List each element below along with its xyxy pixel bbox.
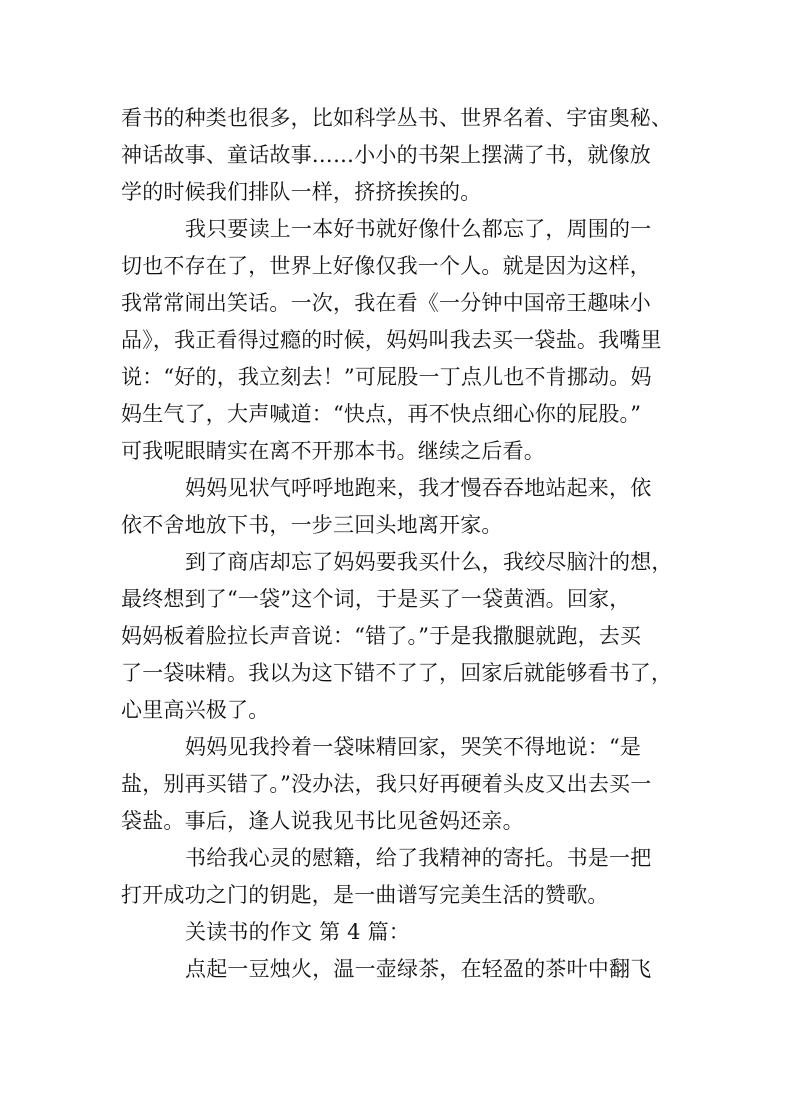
text-line: 可我呢眼睛实在离不开那本书。继续之后看。 <box>121 439 545 463</box>
paragraph-start-line: 点起一豆烛火，温一壶绿茶，在轻盈的茶叶中翻飞 <box>185 957 652 981</box>
paragraph-start-line: 我只要读上一本好书就好像什么都忘了，周围的一 <box>185 217 652 241</box>
text-line: 神话故事、童话故事……小小的书架上摆满了书，就像放 <box>121 143 651 167</box>
text-line: 说：“好的，我立刻去！”可屁股一丁点儿也不肯挪动。妈 <box>121 365 652 389</box>
text-line: 妈生气了，大声喊道：“快点，再不快点细心你的屁股。” <box>121 402 642 426</box>
text-line: 学的时候我们排队一样，挤挤挨挨的。 <box>121 180 482 204</box>
text-line: 盐，别再买错了。”没办法，我只好再硬着头皮又出去买一 <box>121 772 652 796</box>
text-line: 妈妈板着脸拉长声音说：“错了。”于是我撒腿就跑，去买 <box>121 624 642 648</box>
text-line: 依不舍地放下书，一步三回头地离开家。 <box>121 513 503 537</box>
text-line: 品》，我正看得过瘾的时候，妈妈叫我去买一袋盐。我嘴里 <box>121 328 662 352</box>
paragraph-start-line: 妈妈见状气呼呼地跑来，我才慢吞吞地站起来，依 <box>185 476 652 500</box>
text-line: 袋盐。事后，逢人说我见书比见爸妈还亲。 <box>121 809 524 833</box>
text-line: 最终想到了“一袋”这个词，于是买了一袋黄酒。回家， <box>121 587 631 611</box>
text-line: 心里高兴极了。 <box>121 698 270 722</box>
section-heading: 关读书的作文 第 4 篇： <box>185 920 410 944</box>
paragraph-start-line: 书给我心灵的慰籍，给了我精神的寄托。书是一把 <box>185 846 652 870</box>
text-line: 看书的种类也很多，比如科学丛书、世界名着、宇宙奥秘、 <box>121 106 673 130</box>
paragraph-start-line: 到了商店却忘了妈妈要我买什么，我绞尽脑汁的想， <box>185 550 673 574</box>
text-line: 打开成功之门的钥匙，是一曲谱写完美生活的赞歌。 <box>121 883 609 907</box>
paragraph-start-line: 妈妈见我拎着一袋味精回家，哭笑不得地说：“是 <box>185 735 642 759</box>
text-line: 我常常闹出笑话。一次，我在看《一分钟中国帝王趣味小 <box>121 291 651 315</box>
essay-body <box>121 100 673 988</box>
text-line: 切也不存在了，世界上好像仅我一个人。就是因为这样， <box>121 254 651 278</box>
text-line: 了一袋味精。我以为这下错不了了，回家后就能够看书了， <box>121 661 673 685</box>
